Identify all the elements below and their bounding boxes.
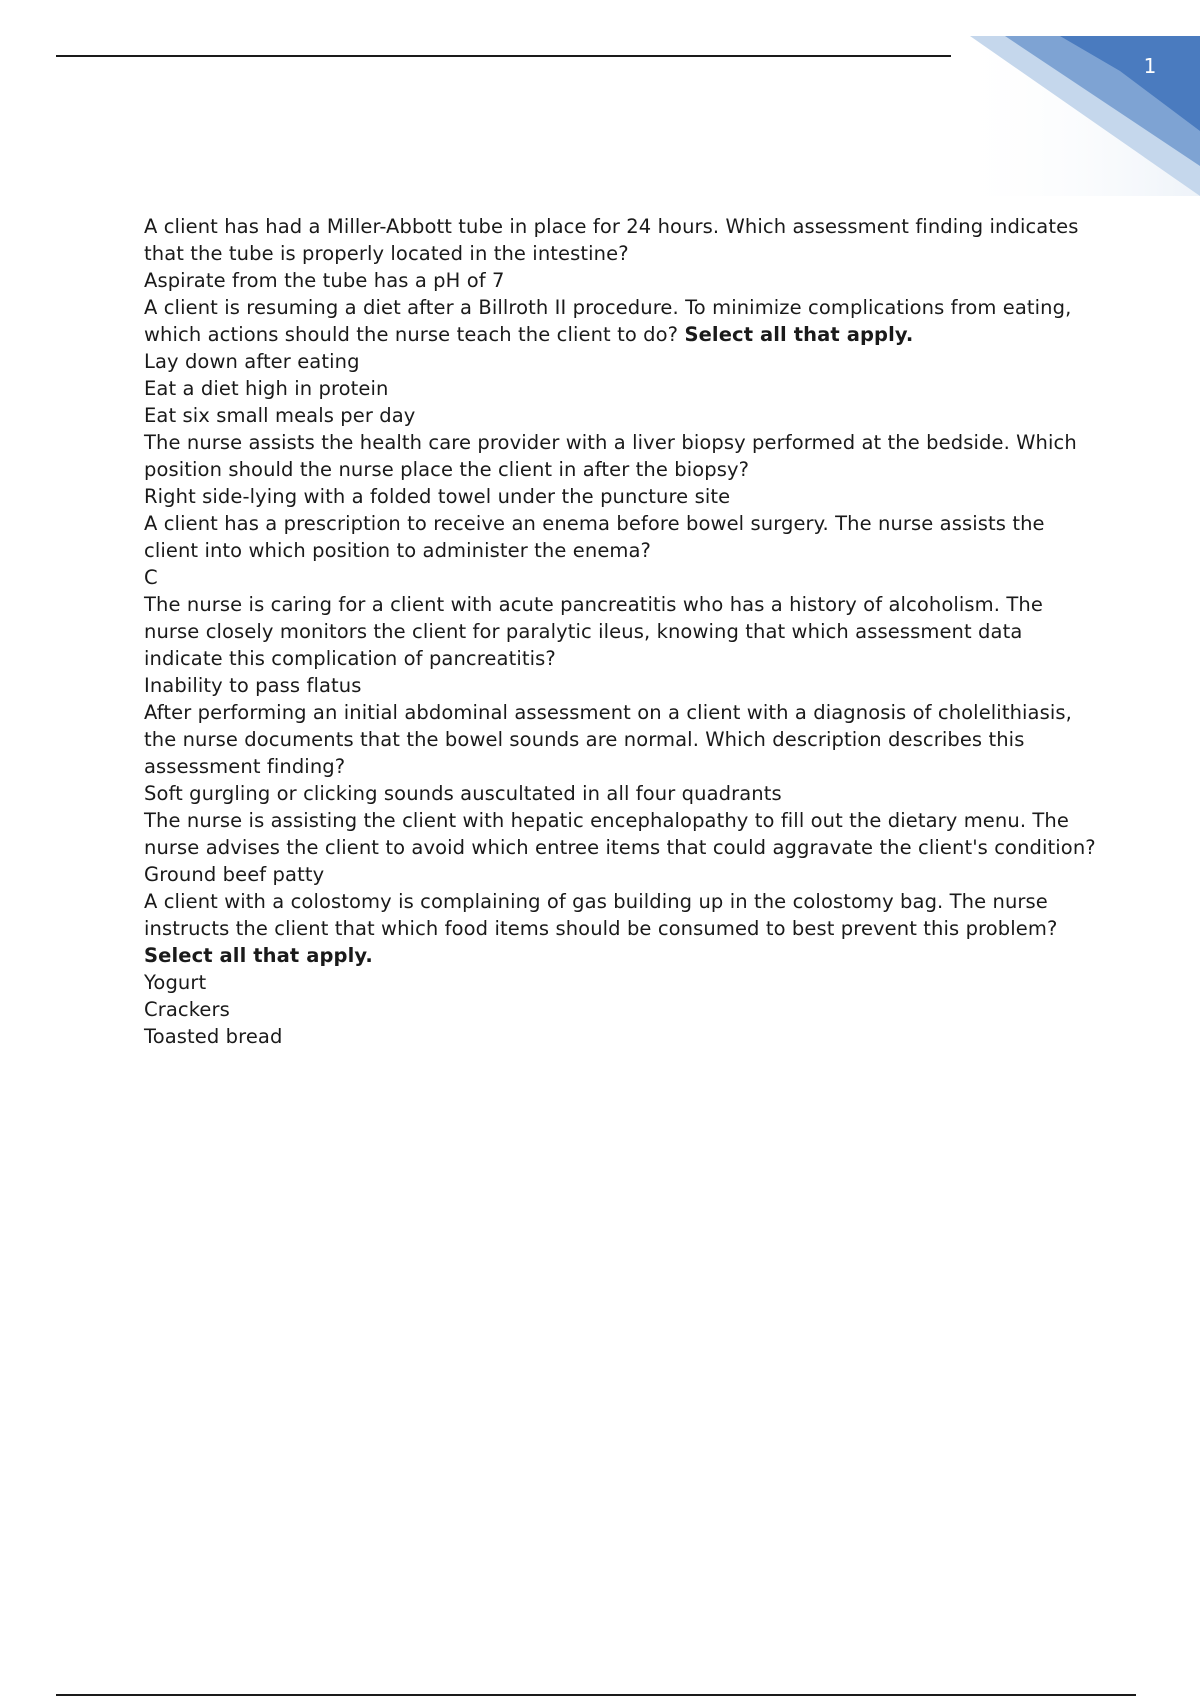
footer-rule: [56, 1694, 1136, 1696]
answer-line: Ground beef patty: [144, 863, 325, 886]
page-number: 1: [1143, 54, 1157, 78]
answer-line: Yogurt: [144, 971, 207, 994]
question-text: [144, 429, 1104, 483]
answer-line: C: [144, 566, 158, 589]
question-body: After performing an initial abdominal assessment on a client with a diagnosis of cholelithiasis, the nurse documents that the bowel sounds are normal. Which description describes this assessment finding?: [144, 701, 1072, 778]
question-body: A client is resuming a diet after a Billroth II procedure. To minimize complications from eating, which actions should the nurse teach the client to do?: [144, 296, 1072, 346]
answer-line: Eat six small meals per day: [144, 404, 416, 427]
answer-line: Soft gurgling or clicking sounds auscultated in all four quadrants: [144, 782, 782, 805]
select-all-note: Select all that apply.: [684, 323, 914, 346]
question-body: The nurse assists the health care provider with a liver biopsy performed at the bedside. Which position should the nurse place the client in after the biopsy?: [144, 431, 1077, 481]
question-body: The nurse is caring for a client with acute pancreatitis who has a history of alcoholism. The nurse closely monitors the client for paralytic ileus, knowing that which assessment data indicate this complication of pancreatitis?: [144, 593, 1043, 670]
answer-line: Aspirate from the tube has a pH of 7: [144, 269, 505, 292]
answer-block: [144, 564, 1104, 591]
question-text: [144, 213, 1104, 267]
answer-line: Crackers: [144, 998, 230, 1021]
question-body: A client with a colostomy is complaining of gas building up in the colostomy bag. The nurse instructs the client that which food items should be consumed to best prevent this problem?: [144, 890, 1058, 940]
answer-line: Lay down after eating: [144, 350, 360, 373]
question-text: [144, 591, 1104, 672]
answer-block: [144, 969, 1104, 1050]
question-text: [144, 807, 1104, 861]
answer-line: Toasted bread: [144, 1025, 283, 1048]
answer-block: [144, 348, 1104, 429]
select-all-note: Select all that apply.: [144, 944, 373, 967]
header-rule: [56, 55, 951, 57]
answer-block: [144, 780, 1104, 807]
answer-line: Inability to pass flatus: [144, 674, 362, 697]
question-text: [144, 699, 1104, 780]
question-body: A client has had a Miller-Abbott tube in place for 24 hours. Which assessment finding indicates that the tube is properly located in the intestine?: [144, 215, 1079, 265]
answer-block: [144, 861, 1104, 888]
answer-line: Right side-lying with a folded towel under the puncture site: [144, 485, 731, 508]
answer-line: Eat a diet high in protein: [144, 377, 389, 400]
question-text: [144, 294, 1104, 348]
answer-block: [144, 672, 1104, 699]
document-body: [144, 213, 1104, 1050]
question-text: [144, 888, 1104, 969]
question-body: A client has a prescription to receive an enema before bowel surgery. The nurse assists the client into which position to administer the enema?: [144, 512, 1045, 562]
answer-block: [144, 483, 1104, 510]
question-body: The nurse is assisting the client with hepatic encephalopathy to fill out the dietary menu. The nurse advises the client to avoid which entree items that could aggravate the client's condition?: [144, 809, 1096, 859]
answer-block: [144, 267, 1104, 294]
question-text: [144, 510, 1104, 564]
